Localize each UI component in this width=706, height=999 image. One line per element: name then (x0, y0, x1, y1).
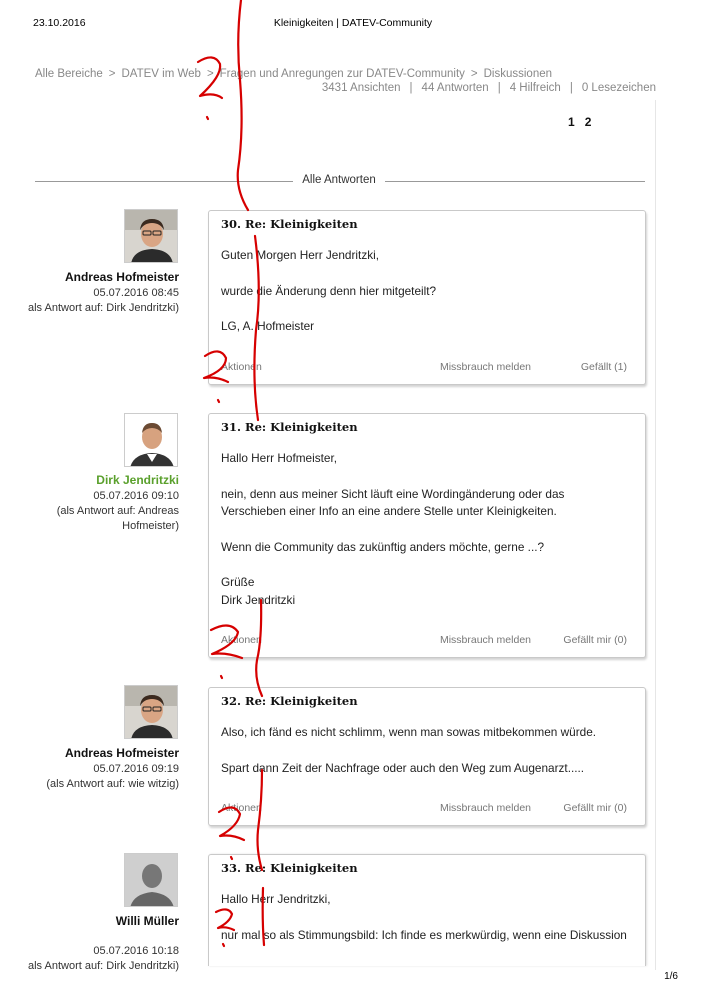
post-body (221, 891, 631, 962)
post-title[interactable]: 31. Re: Kleinigkeiten (221, 420, 358, 434)
in-reply-to[interactable]: als Antwort auf: Dirk Jendritzki) (28, 960, 179, 972)
breadcrumb-separator: > (206, 68, 214, 80)
post-title[interactable]: 30. Re: Kleinigkeiten (221, 217, 358, 231)
post-paragraph: Hallo Herr Hofmeister, (221, 451, 338, 465)
bookmarks-count: 0 Lesezeichen (581, 82, 656, 94)
author-name[interactable]: Willi Müller (115, 914, 179, 928)
avatar-andreas-hofmeister[interactable] (124, 685, 178, 739)
post-paragraph: Grüße (221, 575, 255, 589)
author-name[interactable]: Andreas Hofmeister (64, 746, 179, 760)
report-abuse-link[interactable]: Missbrauch melden (439, 634, 531, 646)
post-footer (221, 361, 627, 375)
pagination (568, 115, 601, 129)
page-link-2[interactable]: 2 (584, 115, 592, 129)
report-abuse-link[interactable]: Missbrauch melden (439, 802, 531, 814)
post-body (221, 450, 631, 627)
helpful-count: 4 Hilfreich (509, 82, 561, 94)
replies-count: 44 Antworten (421, 82, 489, 94)
breadcrumb-separator: > (108, 68, 116, 80)
avatar-dirk-jendritzki[interactable] (124, 413, 178, 467)
post-paragraph: Wenn die Community das zukünftig anders möchte, gerne ...? (221, 539, 545, 554)
breadcrumb-diskussionen[interactable]: Diskussionen (483, 68, 553, 80)
post-card (208, 687, 646, 826)
post-card (208, 854, 646, 966)
in-reply-to[interactable]: (als Antwort auf: wie witzig) (46, 778, 179, 790)
post-body (221, 247, 631, 354)
divider (385, 181, 645, 182)
page-link-1[interactable]: 1 (568, 115, 575, 129)
post-author-info (20, 746, 179, 792)
post-title[interactable]: 32. Re: Kleinigkeiten (221, 694, 358, 708)
post-footer (221, 634, 627, 648)
divider (35, 181, 293, 182)
spacer (20, 930, 179, 944)
post-body (221, 724, 631, 795)
like-button[interactable]: Gefällt (1) (580, 361, 627, 373)
in-reply-to[interactable]: als Antwort auf: Dirk Jendritzki) (28, 302, 179, 314)
in-reply-to[interactable]: Hofmeister) (122, 520, 179, 532)
avatar-default-user[interactable] (124, 853, 178, 907)
post-paragraph: Also, ich fänd es nicht schlimm, wenn man sowas mitbekommen würde. (221, 725, 597, 739)
post-datetime: 05.07.2016 09:10 (93, 490, 179, 502)
post-author-info (20, 473, 179, 534)
like-button[interactable]: Gefällt mir (0) (563, 802, 627, 814)
post-paragraph: Dirk Jendritzki (221, 592, 296, 607)
actions-menu[interactable]: Aktionen (221, 634, 262, 646)
post-paragraph: Guten Morgen Herr Jendritzki, (221, 248, 380, 262)
actions-menu[interactable]: Aktionen (221, 802, 262, 814)
post-paragraph: nur mal so als Stimmungsbild: Ich finde es merkwürdig, wenn eine Diskussion (221, 927, 627, 942)
post-author-info (20, 270, 179, 316)
post-datetime: 05.07.2016 08:45 (93, 287, 179, 299)
breadcrumb (35, 68, 552, 80)
breadcrumb-separator: > (470, 68, 478, 80)
report-abuse-link[interactable]: Missbrauch melden (439, 361, 531, 373)
post-author-info (20, 914, 179, 974)
post-paragraph: nein, denn aus meiner Sicht läuft eine Wordingänderung oder das Verschieben einer Info an eine andere Stelle unter Kleinigkeiten. (221, 486, 565, 518)
post-datetime: 05.07.2016 10:18 (93, 945, 179, 957)
post-card (208, 210, 646, 385)
print-title: Kleinigkeiten | DATEV-Community (273, 17, 433, 29)
content-border (655, 100, 656, 970)
like-button[interactable]: Gefällt mir (0) (563, 634, 627, 646)
post-paragraph: LG, A. Hofmeister (221, 319, 315, 333)
print-header (0, 17, 706, 31)
avatar-andreas-hofmeister[interactable] (124, 209, 178, 263)
print-date: 23.10.2016 (33, 17, 86, 29)
post-title[interactable]: 33. Re: Kleinigkeiten (221, 861, 358, 875)
author-name[interactable]: Andreas Hofmeister (64, 270, 179, 284)
post-paragraph: Hallo Herr Jendritzki, (221, 892, 331, 906)
thread-stats: 3431 Ansichten | 44 Antworten | 4 Hilfreich | 0 Lesezeichen (321, 82, 656, 94)
post-paragraph: Spart dann Zeit der Nachfrage oder auch den Weg zum Augenarzt..... (221, 760, 585, 775)
views-count: 3431 Ansichten (321, 82, 401, 94)
section-heading-label: Alle Antworten (302, 174, 376, 186)
page-number: 1/6 (664, 971, 678, 982)
actions-menu[interactable]: Aktionen (221, 361, 262, 373)
breadcrumb-all-areas[interactable]: Alle Bereiche (35, 68, 103, 80)
post-paragraph: wurde die Änderung denn hier mitgeteilt? (221, 283, 437, 298)
breadcrumb-fragen-anregungen[interactable]: Fragen und Anregungen zur DATEV-Community (219, 68, 465, 80)
in-reply-to[interactable]: (als Antwort auf: Andreas (56, 505, 179, 517)
post-card (208, 413, 646, 658)
section-heading (35, 174, 645, 188)
breadcrumb-datev-im-web[interactable]: DATEV im Web (121, 68, 201, 80)
post-footer (221, 802, 627, 816)
post-datetime: 05.07.2016 09:19 (93, 763, 179, 775)
author-name[interactable]: Dirk Jendritzki (96, 473, 179, 487)
